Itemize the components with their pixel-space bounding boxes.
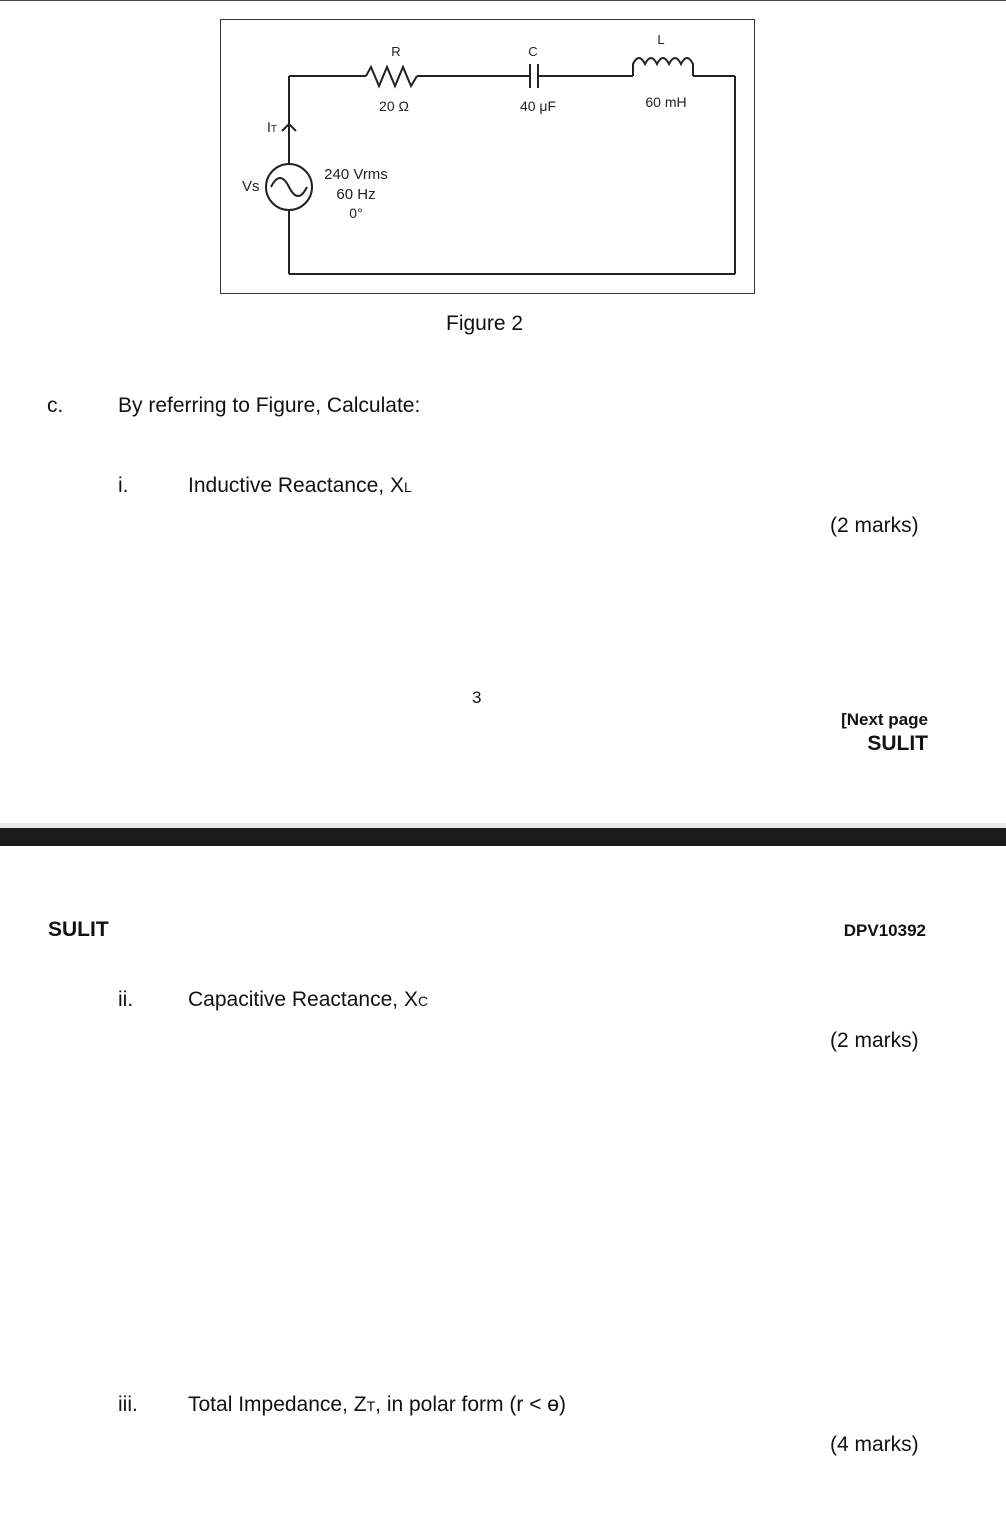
source-voltage-label: 240 Vrms (324, 166, 388, 183)
current-label: IT (267, 119, 277, 135)
part-ii-text (188, 988, 428, 1012)
part-iii-subscript: T (366, 1398, 376, 1414)
header-sulit: SULIT (48, 918, 109, 941)
part-ii-main: Capacitive Reactance, X (188, 988, 418, 1011)
part-iii-main: Total Impedance, Z (188, 1393, 367, 1416)
part-iii-text (188, 1393, 566, 1417)
capacitor-value-label: 40 μF (519, 98, 557, 114)
ac-source-wave (271, 178, 307, 196)
inductor-name-label: L (657, 32, 665, 47)
resistor-symbol (366, 67, 417, 86)
part-ii-marks: (2 marks) (830, 1029, 919, 1052)
circuit-figure (220, 19, 755, 294)
part-i-text (188, 474, 412, 498)
part-iii-marks: (4 marks) (830, 1433, 919, 1456)
part-i-main: Inductive Reactance, X (188, 474, 404, 497)
part-ii-subscript: C (417, 993, 429, 1009)
question-c-label: c. (47, 394, 64, 417)
page-divider (0, 828, 1006, 846)
header-course-code: DPV10392 (843, 921, 926, 940)
capacitor-name-label: C (528, 44, 538, 59)
question-c-text: By referring to Figure, Calculate: (118, 394, 421, 417)
part-i-subscript: L (403, 479, 412, 495)
source-frequency-label: 60 Hz (336, 186, 376, 203)
source-phase-label: 0° (349, 205, 363, 221)
resistor-value-label: 20 Ω (379, 98, 409, 114)
part-i-marks: (2 marks) (830, 514, 919, 537)
resistor-name-label: R (391, 44, 401, 59)
inductor-value-label: 60 mH (645, 94, 687, 110)
circuit-diagram (221, 20, 754, 293)
next-page-note: [Next page (841, 710, 928, 729)
part-iii-label: iii. (118, 1393, 138, 1416)
part-iii-tail: , in polar form (r < ɵ) (375, 1393, 566, 1416)
source-name-label: Vs (242, 178, 260, 195)
inductor-symbol (633, 58, 693, 76)
page-number: 3 (472, 688, 482, 707)
page-top-rule (0, 0, 1006, 1)
part-ii-label: ii. (118, 988, 134, 1011)
figure-caption: Figure 2 (446, 312, 524, 335)
footer-sulit: SULIT (867, 732, 928, 755)
part-i-label: i. (118, 474, 129, 497)
